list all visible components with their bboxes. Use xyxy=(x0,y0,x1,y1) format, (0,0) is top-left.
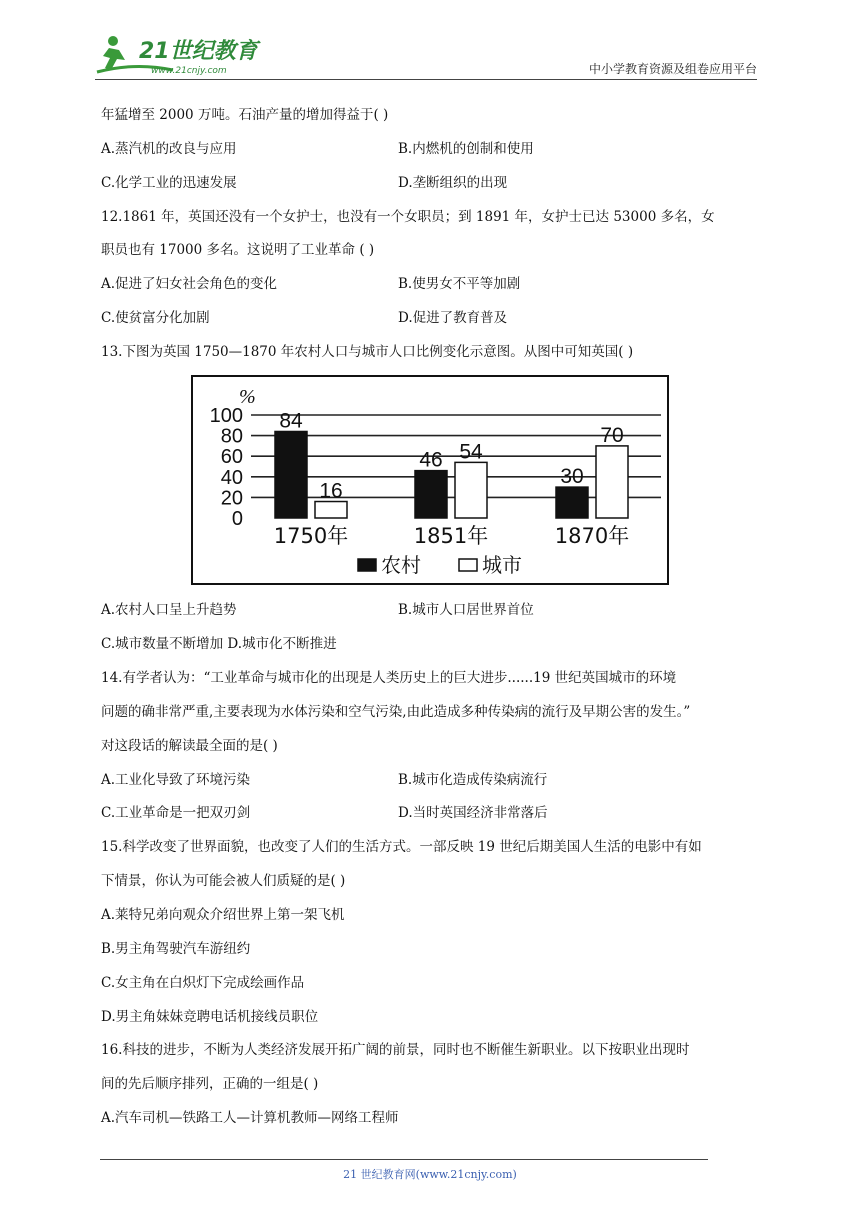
data-label: 46 xyxy=(419,448,443,472)
q12-option-a: A.促进了妇女社会角色的变化 xyxy=(101,276,278,292)
q12-stem-line2: 职员也有 17000 多名。这说明了工业革命 ( ) xyxy=(101,242,375,258)
site-logo xyxy=(95,32,265,78)
q11-option-d: D.垄断组织的出现 xyxy=(398,175,508,191)
bar-rural xyxy=(415,471,447,518)
q11-option-c: C.化学工业的迅速发展 xyxy=(101,175,237,191)
q13-option-b: B.城市人口居世界首位 xyxy=(398,602,534,618)
data-label: 54 xyxy=(459,440,483,464)
q11-option-b: B.内燃机的创制和使用 xyxy=(398,141,534,157)
bar-urban xyxy=(596,446,628,518)
q14-option-a: A.工业化导致了环境污染 xyxy=(101,772,251,788)
legend-label: 城市 xyxy=(482,553,522,577)
runner-logo-icon xyxy=(95,32,265,78)
q15-stem-line2: 下情景，你认为可能会被人们质疑的是( ) xyxy=(101,873,346,889)
q13-stem: 13.下图为英国 1750—1870 年农村人口与城市人口比例变化示意图。从图中可知英国( ) xyxy=(101,344,634,360)
q11-stem-tail: 年猛增至 2000 万吨。石油产量的增加得益于( ) xyxy=(101,107,389,123)
population-bar-chart xyxy=(191,375,669,585)
data-label: 70 xyxy=(600,423,624,447)
q15-option-d: D.男主角妹妹竞聘电话机接线员职位 xyxy=(101,1009,319,1025)
q15-option-a: A.莱特兄弟向观众介绍世界上第一架飞机 xyxy=(101,907,345,923)
y-tick-label: 80 xyxy=(220,425,243,448)
q15-stem-line1: 15.科学改变了世界面貌，也改变了人们的生活方式。一部反映 19 世纪后期美国人生活的电影中有如 xyxy=(101,839,702,855)
bar-rural xyxy=(275,431,307,518)
data-label: 30 xyxy=(560,465,584,489)
svg-text:21世纪教育: 21世纪教育 xyxy=(139,39,258,64)
q14-stem-line3: 对这段话的解读最全面的是( ) xyxy=(101,738,278,754)
y-tick-label: 60 xyxy=(220,446,243,469)
bar-urban xyxy=(455,462,487,518)
footer-source: 21 世纪教育网(www.21cnjy.com) xyxy=(343,1168,517,1181)
q15-option-c: C.女主角在白炽灯下完成绘画作品 xyxy=(101,975,305,991)
platform-name: 中小学教育资源及组卷应用平台 xyxy=(588,62,757,76)
chart-svg xyxy=(193,377,667,583)
x-category-label: 1851年 xyxy=(413,524,489,548)
y-tick-label: 20 xyxy=(220,487,243,510)
q12-option-d: D.促进了教育普及 xyxy=(398,310,508,326)
legend-label: 农村 xyxy=(381,553,421,577)
q13-option-cd: C.城市数量不断增加 D.城市化不断推进 xyxy=(101,636,337,652)
x-category-label: 1870年 xyxy=(554,524,630,548)
q12-stem-line1: 12.1861 年，英国还没有一个女护士，也没有一个女职员；到 1891 年，女护士已达 53000 多名，女 xyxy=(101,209,715,225)
page-header xyxy=(95,32,757,80)
q12-option-c: C.使贫富分化加剧 xyxy=(101,310,210,326)
q14-option-c: C.工业革命是一把双刃剑 xyxy=(101,805,251,821)
bar-urban xyxy=(315,502,347,518)
q14-stem-line2: 问题的确非常严重,主要表现为水体污染和空气污染,由此造成多种传染病的流行及早期公害的发生。” xyxy=(101,704,691,720)
data-label: 84 xyxy=(279,409,303,433)
q16-option-a: A.汽车司机—铁路工人—计算机教师—网络工程师 xyxy=(101,1110,399,1126)
x-category-label: 1750年 xyxy=(273,524,349,548)
svg-text:www.21cnjy.com: www.21cnjy.com xyxy=(151,66,227,76)
bar-rural xyxy=(556,487,588,518)
q16-stem-line1: 16.科技的进步，不断为人类经济发展开拓广阔的前景，同时也不断催生新职业。以下按职业出现时 xyxy=(101,1042,690,1058)
q16-stem-line2: 间的先后顺序排列，正确的一组是( ) xyxy=(101,1076,319,1092)
q12-option-b: B.使男女不平等加剧 xyxy=(398,276,521,292)
header-divider xyxy=(95,79,757,80)
q15-option-b: B.男主角驾驶汽车游纽约 xyxy=(101,941,251,957)
q11-option-a: A.蒸汽机的改良与应用 xyxy=(101,141,237,157)
footer-divider xyxy=(100,1159,708,1160)
legend-swatch xyxy=(358,559,376,571)
q14-stem-line1: 14.有学者认为：“工业革命与城市化的出现是人类历史上的巨大进步......19 世纪英国城市的环境 xyxy=(101,670,677,686)
y-tick-label: 100 xyxy=(209,405,243,427)
legend-swatch xyxy=(459,559,477,571)
y-tick-label: 0 xyxy=(231,508,243,530)
y-unit-label: % xyxy=(239,386,256,408)
q13-option-a: A.农村人口呈上升趋势 xyxy=(101,602,237,618)
data-label: 16 xyxy=(319,479,343,503)
y-tick-label: 40 xyxy=(220,466,243,489)
q14-option-d: D.当时英国经济非常落后 xyxy=(398,805,548,821)
q14-option-b: B.城市化造成传染病流行 xyxy=(398,772,548,788)
